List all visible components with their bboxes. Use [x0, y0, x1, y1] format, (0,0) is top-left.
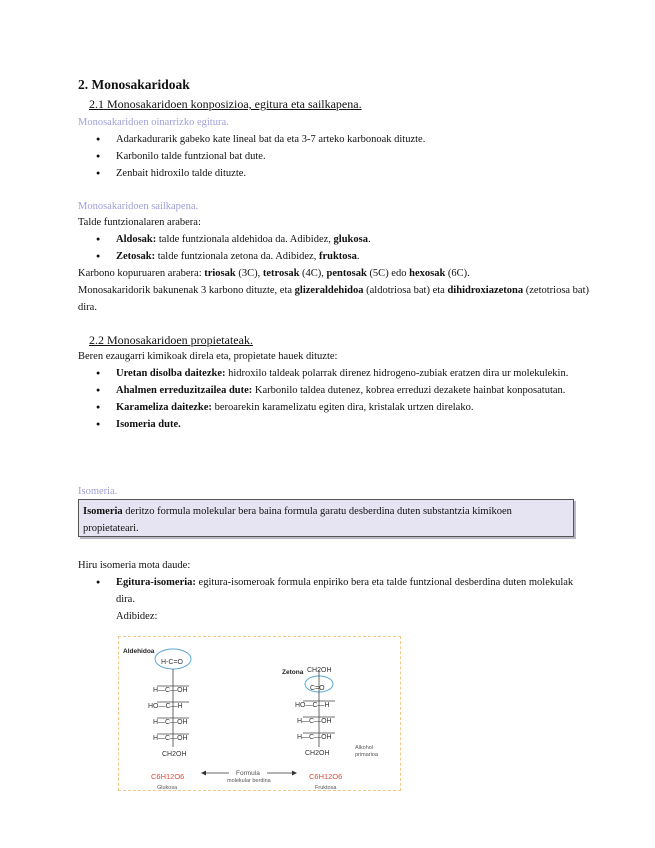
list-item-aldosak: ● Aldosak: talde funtzionala aldehidoa da. Adibidez, glukosa.	[78, 231, 593, 248]
list-item: ● Ahalmen erreduzitzailea dute: Karbonilo taldea dutenez, kobrea erreduzi dezakete hainbat konposatutan.	[78, 382, 593, 399]
section-heading-2-1: 2.1 Monosakaridoen konposizioa, egitura eta sailkapena.	[89, 97, 362, 111]
list-item: ● Adarkadurarik gabeko kate lineal bat da eta 3-7 arteko karbonoak dituzte.	[78, 131, 593, 148]
left-arrowhead	[201, 771, 206, 776]
example-glukosa: glukosa	[333, 234, 368, 245]
glucose-formula: C6H12O6	[151, 772, 185, 781]
list-item: ● Karameliza daitezke: beroarekin karamelizatu egiten dira, kristalak urtzen direlako.	[78, 399, 593, 416]
properties-intro: Beren ezaugarri kimikoak direla eta, propietate hauek dituzte:	[78, 351, 338, 362]
example-fruktosa: fruktosa	[318, 251, 357, 262]
term-zetosak: Zetosak:	[116, 251, 156, 262]
glucose-row-4: H—C—OH	[153, 719, 188, 726]
section-heading-2-2: 2.2 Monosakaridoen propietateak.	[89, 333, 253, 347]
glucose-row-6: CH2OH	[162, 751, 187, 758]
classification-bullet-list	[78, 231, 593, 265]
right-arrowhead	[292, 771, 297, 776]
fructose-row-5: H—C—OH	[297, 734, 332, 741]
glucose-name: Glukosa	[157, 785, 178, 791]
definition-box	[78, 499, 574, 537]
alkohol-sub-label: primarioa	[355, 752, 378, 758]
fructose-name: Fruktosa	[315, 785, 337, 791]
fructose-formula: C6H12O6	[309, 772, 343, 781]
zetona-label: Zetona	[282, 669, 304, 676]
subheading-isomeria: Isomeria.	[78, 486, 118, 497]
list-item: ● Egitura-isomeria: egitura-isomeroak formula enpiriko bera eta talde funtzional desberdina duten molekulak dira. Adibidez:	[78, 574, 593, 625]
list-item: ● Karbonilo talde funtzional bat dute.	[78, 148, 593, 165]
glucose-row-3: HO—C—H	[148, 703, 183, 710]
simplest-monosaccharides-paragraph: Monosakaridorik bakunenak 3 karbono dituzte, eta glizeraldehidoa (aldotriosa bat) eta dihidroxiazetona (zetotriosa bat) dira.	[78, 285, 590, 313]
glucose-row-1: H-C=O	[161, 659, 183, 666]
aldehido-label: Aldehidoa	[123, 648, 155, 655]
isomeria-types-intro: Hiru isomeria mota daude:	[78, 560, 191, 571]
subheading-basic-structure: Monosakaridoen oinarrizko egitura.	[78, 117, 229, 128]
fructose-row-1: CH2OH	[307, 667, 332, 674]
isomeria-types-list	[78, 574, 593, 625]
formula-label: Formula	[236, 770, 260, 777]
list-item: ● Uretan disolba daitezke: hidroxilo taldeak polarrak direnez hidrogeno-zubiak eratzen dira ur molekulekin.	[78, 365, 593, 382]
alkohol-label: Alkohol	[355, 745, 374, 751]
carbon-count-paragraph: Karbono kopuruaren arabera: triosak (3C), tetrosak (4C), pentosak (5C) edo hexosak (6C).	[78, 268, 470, 279]
formula-sub-label: molekular berdina	[227, 778, 271, 784]
glucose-row-5: H—C—OH	[153, 735, 188, 742]
subheading-classification: Monosakaridoen sailkapena.	[78, 201, 199, 212]
fructose-row-6: CH2OH	[305, 750, 330, 757]
list-item: ● Isomeria dute.	[78, 416, 593, 433]
structure-bullet-list	[78, 131, 593, 182]
definition-text: deritzo formula molekular bera baina formula garatu desberdina duten substantzia kimikoen propietateari.	[83, 506, 512, 534]
list-item: ● Zenbait hidroxilo talde dituzte.	[78, 165, 593, 182]
fructose-row-3: HO—C—H	[295, 702, 330, 709]
page-title: 2. Monosakaridoak	[78, 77, 190, 92]
fructose-row-4: H—C—OH	[297, 718, 332, 725]
list-item-zetosak: ● Zetosak: talde funtzionala zetona da. Adibidez, fruktosa.	[78, 248, 593, 265]
fructose-row-2: C=O	[310, 685, 325, 692]
glucose-row-2: H—C—OH	[153, 687, 188, 694]
example-label: Adibidez:	[116, 611, 158, 622]
term-aldosak: Aldosak:	[116, 234, 157, 245]
definition-term: Isomeria	[83, 506, 123, 517]
classification-intro: Talde funtzionalaren arabera:	[78, 217, 201, 228]
properties-bullet-list	[78, 365, 593, 433]
isomer-example-figure	[118, 636, 401, 791]
